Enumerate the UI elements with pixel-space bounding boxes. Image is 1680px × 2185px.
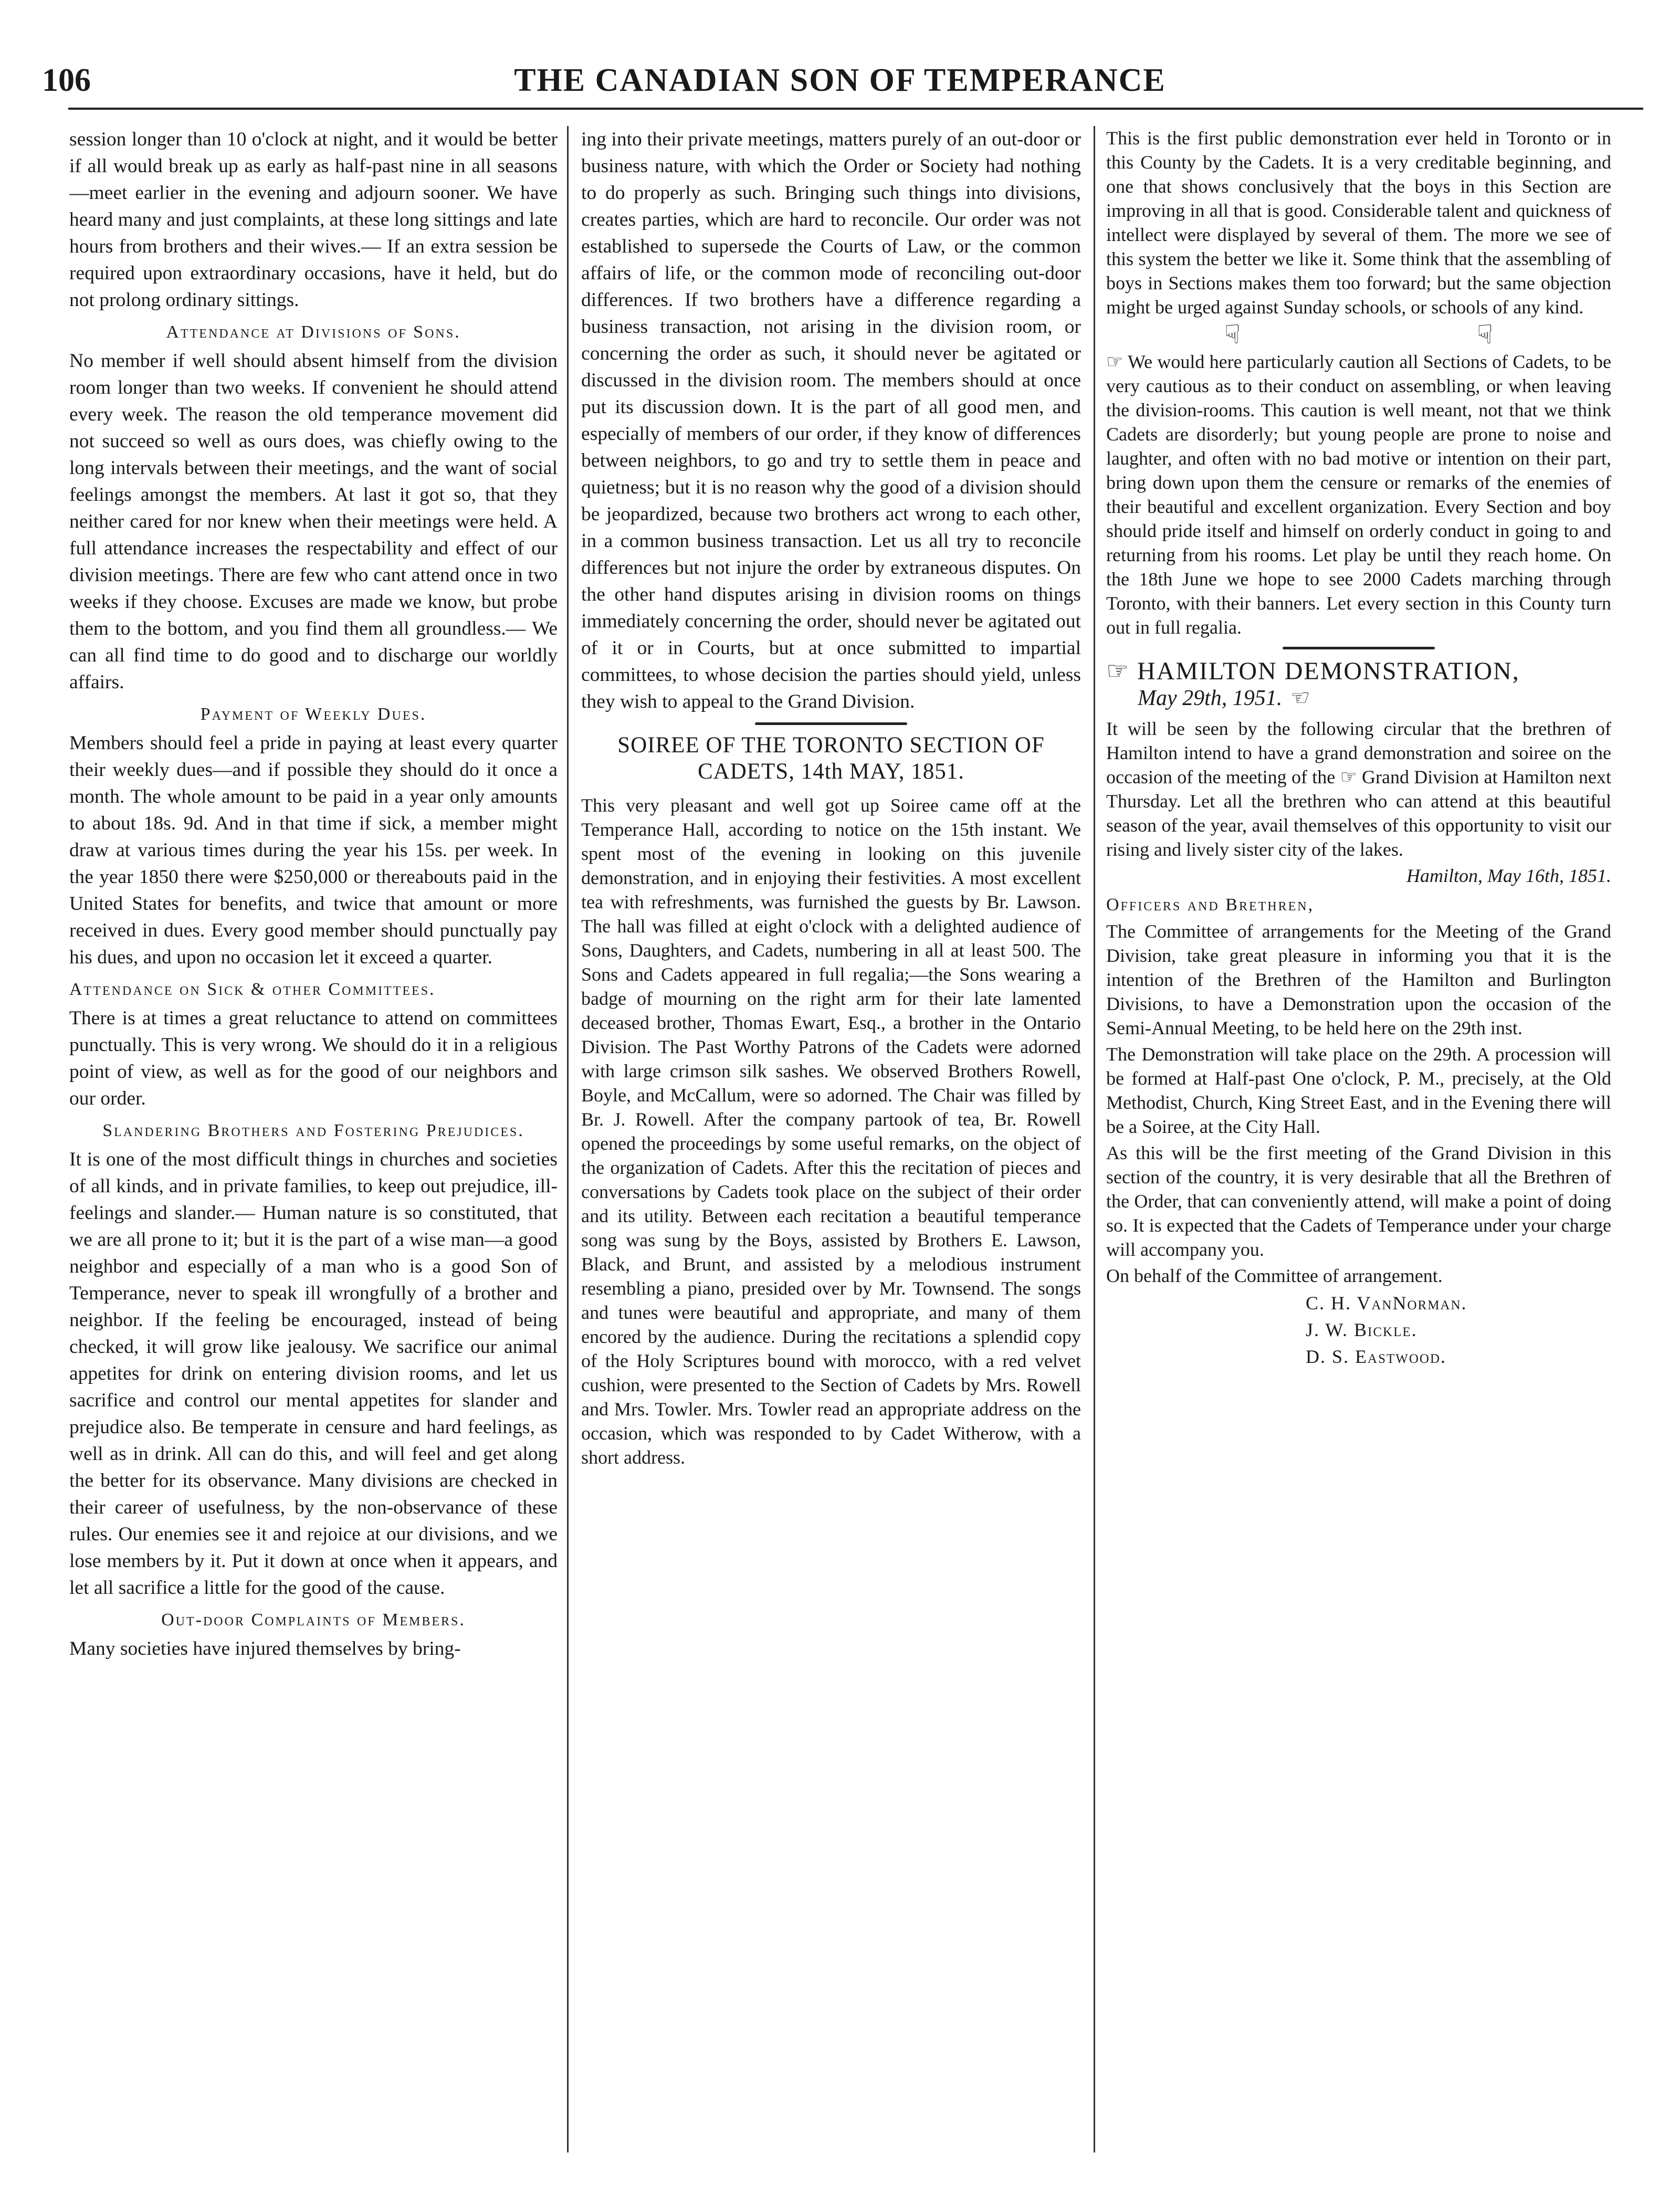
- section-heading: Payment of Weekly Dues.: [200, 705, 427, 724]
- column-1: [69, 126, 558, 2152]
- paragraph: No member if well should absent himself from the division room longer than two weeks. If convenient he should attend every week. The reason the old temperance movement did not succeed so well as ours does, was chiefly owing to the long intervals between their meetings, and the want of social feelings amongst the members. At last it got so, that they neither cared for nor knew when their meetings were held. A full attendance increases the respectability and effect of our division meetings. There are few who cant attend once in two weeks if they choose. Excuses are made we know, but probe them to the bottom, and you find them all groundless.— We can all find time to do good and to discharge our worldly affairs.: [69, 350, 558, 693]
- paragraph: As this will be the first meeting of the Grand Division in this section of the country, it is very desirable that all the Brethren of the Order, that can conveniently attend, will make a point of doing so. It is expected that the Cadets of Temperance under your charge will accompany you.: [1106, 1142, 1611, 1260]
- paragraph: It is one of the most difficult things in churches and societies of all kinds, and in private families, to keep out prejudice, ill-feelings and slander.— Human nature is so constituted, that we are all prone to it; but it is the part of a wise man—a good neighbor and especially of a man who is a good Son of Temperance, never to speak ill wrongfully of a brother and neighbor. If the feeling be encouraged, instead of being checked, it will grow like jealousy. We sacrifice our animal appetites for drink on entering division rooms, and let us sacrifice and control our mental appetites for slander and prejudice also. Be temperate in censure and hard feelings, as well as in drink. All can do this, and will feel and get along the better for its observance. Many divisions are checked in their career of usefulness, by the non-observance of these rules. Our enemies see it and rejoice at our divisions, and we lose members by it. Put it down at once when it appears, and let all sacrifice a little for the good of the cause.: [69, 1149, 558, 1599]
- column-divider: [1094, 126, 1095, 2152]
- column-2: [581, 126, 1081, 2152]
- column-3: [1106, 126, 1611, 2152]
- ornament-row: [1106, 320, 1611, 349]
- section-heading: Slandering Brothers and Fostering Prejudices.: [102, 1121, 524, 1140]
- page-number: 106: [42, 62, 91, 98]
- paragraph: Many societies have injured themselves by bring-: [69, 1638, 461, 1659]
- pointing-hand-icon: ☟: [1477, 320, 1493, 349]
- signatory: J. W. Bickle.: [1306, 1319, 1418, 1340]
- article-heading: ☞ HAMILTON DEMONSTRATION,: [1106, 657, 1520, 685]
- paragraph: ☞ We would here particularly caution all Sections of Cadets, to be very cautious as to their conduct on assembling, or when leaving the division-rooms. This caution is well meant, not that we think Cadets are disorderly; but young people are prone to noise and laughter, and often with no bad motive or intention on their part, bring down upon them the censure or remarks of the enemies of their beautiful and excellent organization. Every Section and boy should pride itself and himself on orderly conduct in going to and returning from his rooms. Let play be until they reach home. On the 18th June we hope to see 2000 Cadets marching through Toronto, with their banners. Let every section in this County turn out in full regalia.: [1106, 351, 1611, 638]
- paragraph: This is the first public demonstration ever held in Toronto or in this County by the Cadets. It is a very creditable beginning, and one that shows conclusively that the boys in this Section are improving in all that is good. Considerable talent and quickness of intellect were displayed by several of them. The more we see of this system the better we like it. Some think that the assembling of boys in Sections makes them too forward; but the same objection might be urged against Sunday schools, or schools of any kind.: [1106, 128, 1611, 318]
- paragraph: There is at times a great reluctance to attend on committees punctually. This is very wrong. We should do it in a religious point of view, as well as for the good of our neighbors and our order.: [69, 1007, 558, 1109]
- column-divider: [567, 126, 569, 2152]
- paragraph: The Demonstration will take place on the 29th. A procession will be formed at Half-past One o'clock, P. M., precisely, at the Old Methodist, Church, King Street East, and in the Evening there will be a Soiree, at the City Hall.: [1106, 1044, 1611, 1137]
- article-title: SOIREE OF THE TORONTO SECTION OF CADETS, 14th MAY, 1851.: [617, 733, 1045, 784]
- running-title: THE CANADIAN SON OF TEMPERANCE: [514, 62, 1166, 98]
- section-heading: Out-door Complaints of Members.: [161, 1610, 466, 1630]
- signatory: C. H. VanNorman.: [1306, 1293, 1467, 1314]
- signatories: [1106, 1290, 1611, 1370]
- article-date: May 29th, 1951. ☜: [1138, 686, 1308, 710]
- paragraph: ing into their private meetings, matters purely of an out-door or business nature, with which the Order or Society had nothing to do properly as such. Bringing such things into divisions, creates parties, which are hard to reconcile. Our order was not established to supersede the Courts of Law, or the common affairs of life, or the common mode of reconciling out-door differences. If two brothers have a difference regarding a business transaction, not arising in the division room, or concerning the order as such, it should never be agitated or discussed in the division room. The members should at once put its discussion down. It is the part of all good men, and especially of members of our order, if they know of differences between neighbors, to go and try to settle them in peace and quietness; but it is no reason why the good of a division should be jeopardized, because two brothers act wrong to each other, in a common business transaction. Let us all try to reconcile differences but not injure the order by extraneous disputes. On the other hand disputes arising in division rooms on things immediately concerning the order, should never be agitated out of it or in Courts, but at once submitted to impartial committees, to whose decision the parties should yield, unless they wish to appeal to the Grand Division.: [581, 129, 1081, 712]
- section-rule: [755, 722, 907, 725]
- paragraph: This very pleasant and well got up Soiree came off at the Temperance Hall, according to notice on the 15th instant. We spent most of the evening in looking on this juvenile demonstration, and in enjoying their festivities. A most excellent tea with refreshments, was furnished the guests by Br. Lawson. The hall was filled at eight o'clock with a delighted audience of Sons, Daughters, and Cadets, numbering in all at least 500. The Sons and Cadets appeared in full regalia;—the Sons wearing a badge of mourning on the right arm for their late lamented deceased brother, Thomas Ewart, Esq., a brother in the Ontario Division. The Past Worthy Patrons of the Cadets were adorned with large crimson silk sashes. We observed Brothers Rowell, Boyle, and McCallum, were so adorned. The Chair was filled by Br. J. Rowell. After the company partook of tea, Br. Rowell opened the proceedings by some useful remarks, on the object of the organization of Cadets. After this the recitation of pieces and conversations by Cadets took place on the subject of their order and its utility. Between each recitation a beautiful temperance song was sung by the Boys, assisted by Brothers E. Lawson, Black, and Brunt, and assisted by a melodious instrument resembling a piano, presided over by Mr. Townsend. The songs and tunes were beautiful and appropriate, and many of them encored by the audience. During the recitations a splendid copy of the Holy Scriptures bound with morocco, with a red velvet cushion, were presented to the Section of Cadets by Mrs. Rowell and Mrs. Towler. Mrs. Towler read an appropriate address on the occasion, which was responded to by Cadet Witherow, with a short address.: [581, 795, 1081, 1468]
- paragraph: The Committee of arrangements for the Meeting of the Grand Division, take great pleasure in informing you that it is the intention of the Brethren of the Hamilton and Burlington Divisions, to have a Demonstration upon the occasion of the Semi-Annual Meeting, to be held here on the 29th inst.: [1106, 921, 1611, 1038]
- salutation: Officers and Brethren,: [1106, 895, 1315, 915]
- section-heading: Attendance on Sick & other Committees.: [69, 980, 436, 999]
- paragraph: It will be seen by the following circular that the brethren of Hamilton intend to have a grand demonstration and soiree on the occasion of the meeting of the ☞ Grand Division at Hamilton next Thursday. Let all the brethren who can attend at this beautiful season of the year, avail themselves of this opportunity to visit our rising and lively sister city of the lakes.: [1106, 718, 1611, 860]
- pointing-hand-icon: ☟: [1224, 320, 1241, 349]
- signatory: D. S. Eastwood.: [1306, 1346, 1446, 1367]
- dateline: Hamilton, May 16th, 1851.: [1406, 865, 1611, 886]
- section-heading: Attendance at Divisions of Sons.: [166, 322, 461, 342]
- header-rule: [68, 108, 1643, 110]
- section-rule: [1283, 647, 1435, 649]
- page-header: [0, 0, 1680, 121]
- closing-line: On behalf of the Committee of arrangement.: [1106, 1265, 1443, 1286]
- paragraph: session longer than 10 o'clock at night, and it would be better if all would break up as early as half-past nine in all seasons—meet earlier in the evening and adjourn sooner. We have heard many and just complaints, at these long sittings and late hours from brothers and their wives.— If an extra session be required upon extraordinary occasions, have it held, but do not prolong ordinary sittings.: [69, 129, 558, 311]
- paragraph: Members should feel a pride in paying at least every quarter their weekly dues—and if possible they should do it once a month. The whole amount to be paid in a year only amounts to about 18s. 9d. And in that time if sick, a member might draw at various times during the year his 15s. per week. In the year 1850 there were $250,000 or thereabouts paid in the United States for benefits, and twice that amount or more received in dues. Every good member should punctually pay his dues, and upon no occasion let it exceed a quarter.: [69, 732, 558, 968]
